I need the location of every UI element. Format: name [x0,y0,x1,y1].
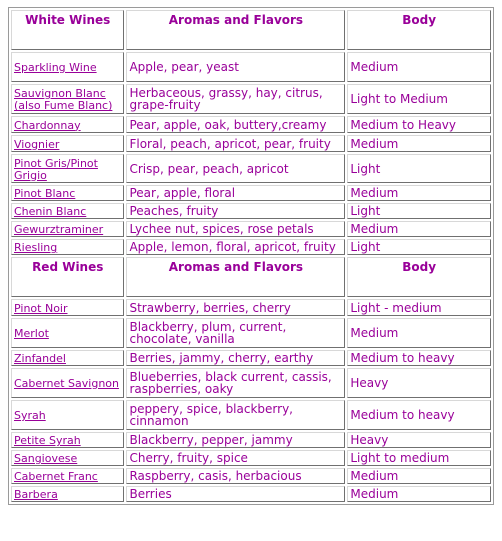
wine-name-cell [11,350,124,366]
body-cell: Heavy [347,432,491,448]
body-cell: Light - medium [347,299,491,316]
body-cell: Medium [347,135,491,152]
aromas-flavors-cell: Pear, apple, oak, buttery,creamy [126,116,345,133]
table-row [11,450,491,466]
aromas-flavors-cell: Crisp, pear, peach, apricot [126,154,345,183]
table-row [11,486,491,502]
wine-name-link[interactable]: Sangiovese [14,452,78,465]
table-row [11,368,491,398]
aromas-flavors-cell: peppery, spice, blackberry, cinnamon [126,400,345,430]
table-row [11,299,491,316]
wine-name-cell [11,450,124,466]
table-row [11,432,491,448]
white-wines-section [11,10,491,50]
body-heading: Body [347,10,491,50]
red-wines-rows [11,299,491,502]
wine-name-link[interactable]: Merlot [14,327,49,340]
white-wines-rows [11,52,491,255]
body-heading: Body [347,257,491,297]
wine-name-link[interactable]: Petite Syrah [14,434,81,447]
wine-name-link[interactable]: Riesling [14,241,58,254]
aromas-flavors-cell: Floral, peach, apricot, pear, fruity [126,135,345,152]
table-row [11,318,491,348]
white-wines-header-row [11,10,491,50]
wine-name-link[interactable]: Chenin Blanc [14,205,87,218]
wine-name-cell [11,203,124,219]
aromas-flavors-cell: Lychee nut, spices, rose petals [126,221,345,237]
wine-name-link[interactable]: Pinot Gris/Pinot Grigio [14,156,98,182]
wine-name-cell [11,299,124,316]
aromas-flavors-cell: Pear, apple, floral [126,185,345,201]
aromas-flavors-cell: Raspberry, casis, herbacious [126,468,345,484]
wine-name-link[interactable]: Viognier [14,137,60,151]
red-wines-heading: Red Wines [11,257,124,297]
aromas-flavors-cell: Blackberry, pepper, jammy [126,432,345,448]
table-row [11,154,491,183]
aromas-flavors-cell: Apple, lemon, floral, apricot, fruity [126,239,345,255]
aromas-flavors-cell: Blueberries, black current, cassis, raspberries, oaky [126,368,345,398]
wine-name-cell [11,468,124,484]
body-cell: Medium [347,468,491,484]
wine-name-link[interactable]: Gewurztraminer [14,223,104,236]
red-wines-section [11,257,491,297]
body-cell: Medium [347,221,491,237]
wine-name-link[interactable]: Pinot Noir [14,301,68,315]
table-row [11,84,491,114]
aromas-flavors-cell: Apple, pear, yeast [126,52,345,82]
body-cell: Medium [347,52,491,82]
wine-name-link[interactable]: Pinot Blanc [14,187,76,200]
body-cell: Light to medium [347,450,491,466]
wine-name-link[interactable]: Sparkling Wine [14,61,97,74]
table-row [11,116,491,133]
aromas-flavors-heading: Aromas and Flavors [126,10,345,50]
table-row [11,239,491,255]
table-row [11,185,491,201]
body-cell: Heavy [347,368,491,398]
wine-name-cell [11,221,124,237]
wine-name-link[interactable]: Cabernet Franc [14,470,98,483]
wine-name-link[interactable]: Sauvignon Blanc (also Fume Blanc) [14,87,113,112]
wine-name-cell [11,318,124,348]
wine-name-cell [11,239,124,255]
wine-name-link[interactable]: Syrah [14,409,46,422]
body-cell: Medium to Heavy [347,116,491,133]
body-cell: Medium to heavy [347,400,491,430]
aromas-flavors-cell: Berries [126,486,345,502]
aromas-flavors-cell: Blackberry, plum, current, chocolate, vanilla [126,318,345,348]
red-wines-header-row [11,257,491,297]
wine-name-cell [11,368,124,398]
wine-name-cell [11,154,124,183]
table-row [11,350,491,366]
white-wines-heading: White Wines [11,10,124,50]
table-row [11,468,491,484]
wine-name-cell [11,400,124,430]
table-row [11,135,491,152]
aromas-flavors-cell: Strawberry, berries, cherry [126,299,345,316]
body-cell: Medium [347,185,491,201]
body-cell: Light to Medium [347,84,491,114]
wine-name-cell [11,84,124,114]
wine-name-link[interactable]: Chardonnay [14,118,81,132]
wine-name-cell [11,432,124,448]
table-row [11,400,491,430]
aromas-flavors-cell: Peaches, fruity [126,203,345,219]
body-cell: Light [347,203,491,219]
aromas-flavors-cell: Berries, jammy, cherry, earthy [126,350,345,366]
wine-name-link[interactable]: Zinfandel [14,352,66,365]
body-cell: Medium [347,318,491,348]
aromas-flavors-cell: Cherry, fruity, spice [126,450,345,466]
body-cell: Light [347,239,491,255]
body-cell: Light [347,154,491,183]
table-row [11,221,491,237]
wine-name-link[interactable]: Barbera [14,488,58,501]
aromas-flavors-cell: Herbaceous, grassy, hay, citrus, grape-fruity [126,84,345,114]
table-row [11,52,491,82]
wine-name-cell [11,185,124,201]
aromas-flavors-heading: Aromas and Flavors [126,257,345,297]
wine-name-cell [11,52,124,82]
body-cell: Medium [347,486,491,502]
wine-name-link[interactable]: Cabernet Savignon [14,377,119,390]
wine-pairing-table [8,7,494,505]
table-row [11,203,491,219]
wine-name-cell [11,116,124,133]
body-cell: Medium to heavy [347,350,491,366]
wine-name-cell [11,135,124,152]
wine-name-cell [11,486,124,502]
